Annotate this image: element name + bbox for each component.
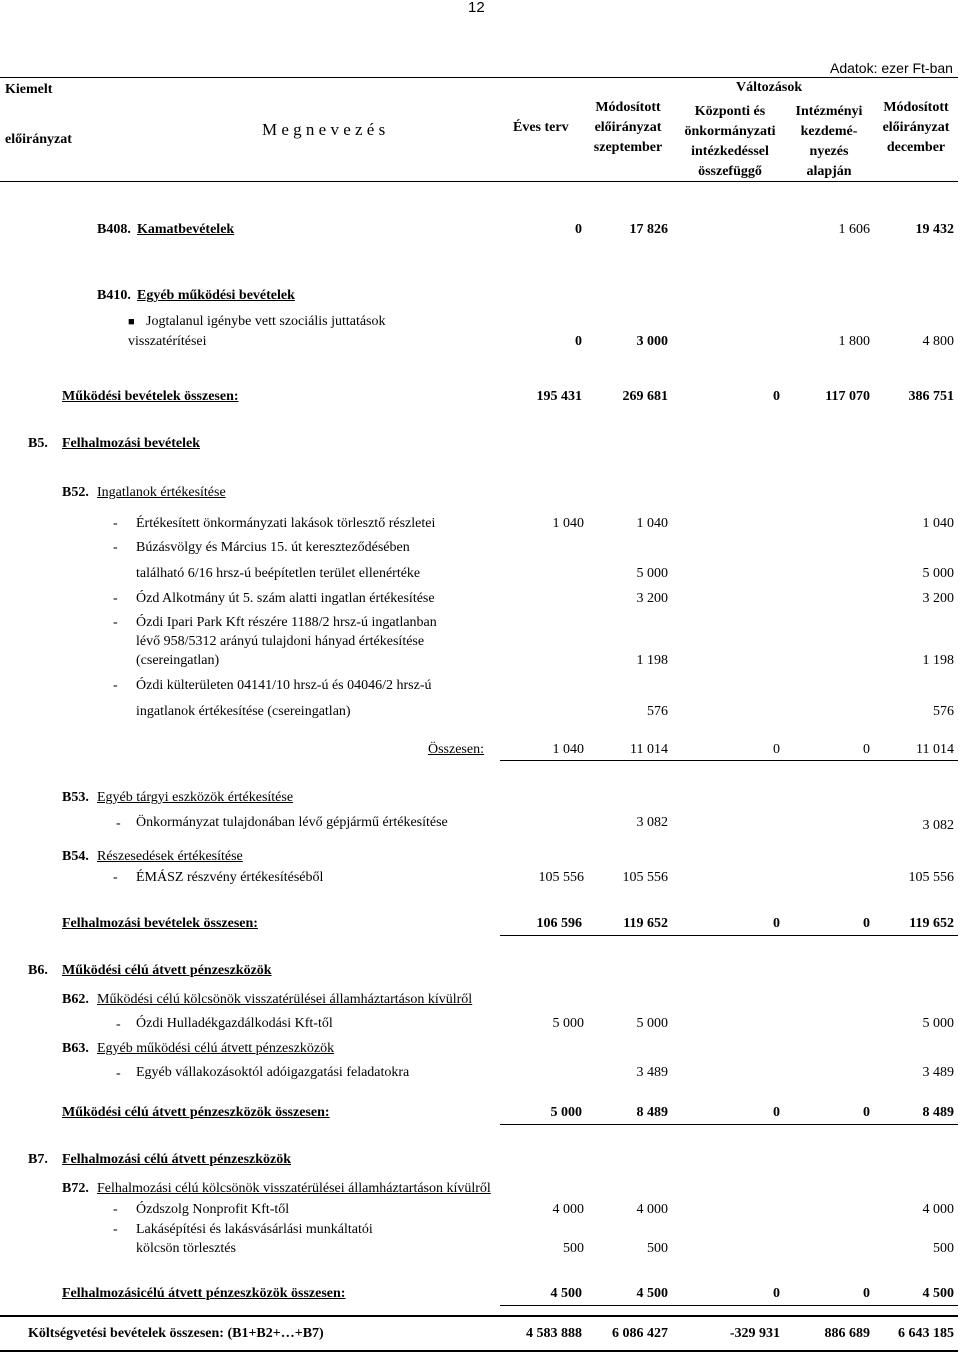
b410-eves: 0 <box>575 334 582 349</box>
b52-item3-dec: 3 200 <box>922 591 954 606</box>
b408-label: Kamatbevételek <box>137 222 235 237</box>
b410-szept: 3 000 <box>636 334 668 349</box>
unit-note: Adatok: ezer Ft-ban <box>830 60 953 76</box>
header-valtozasok: Változások <box>736 80 803 95</box>
b5-label: Felhalmozási bevételek <box>62 436 201 451</box>
b52-item4-dash: - <box>113 615 118 630</box>
b410-dec: 4 800 <box>922 334 954 349</box>
b52-item5-dash: - <box>113 678 118 693</box>
mukodesi-total-szept: 269 681 <box>622 389 668 404</box>
b63-szept: 3 489 <box>636 1065 668 1080</box>
b52-item1-text: Értékesített önkormányzati lakások törlesztő részletei <box>136 516 436 531</box>
felhalmozasi-total-dec: 119 652 <box>909 916 954 931</box>
header-megnevezes: M e g n e v e z é s <box>262 120 386 139</box>
grand-total-bottom-rule <box>0 1350 958 1352</box>
b7-code: B7. <box>28 1152 48 1167</box>
b52-item1-eves: 1 040 <box>552 516 584 531</box>
b410-label: Egyéb működési bevételek <box>137 288 295 303</box>
b6-total-label: Működési célú átvett pénzeszközök összesen: <box>62 1105 330 1120</box>
felhalmozasi-total-intezmenyi: 0 <box>863 916 870 931</box>
grand-total-szept: 6 086 427 <box>612 1326 668 1341</box>
felhalmozasi-total-kozponti: 0 <box>773 916 780 931</box>
b62-eves: 5 000 <box>552 1016 584 1031</box>
b52-item5-szept: 576 <box>647 704 668 719</box>
b63-code: B63. <box>62 1041 89 1056</box>
header-eves-terv: Éves terv <box>513 120 569 135</box>
b72-code: B72. <box>62 1181 89 1196</box>
mukodesi-total-intezmenyi: 117 070 <box>825 389 870 404</box>
b52-total-eves: 1 040 <box>552 742 584 757</box>
b408-eves: 0 <box>575 222 582 237</box>
b6-total-intezmenyi: 0 <box>863 1105 870 1120</box>
b52-item3-dash: - <box>113 591 118 606</box>
felhalmozasi-total-rule <box>500 935 958 936</box>
header-intezmenyi: Intézményi kezdemé- nyezés alapján <box>795 104 863 179</box>
bullet-icon: ■ <box>128 316 135 328</box>
b52-total-kozponti: 0 <box>773 742 780 757</box>
b52-item4-line2: lévő 958/5312 arányú tulajdoni hányad értékesítése <box>136 634 425 649</box>
b72-item2-line1: Lakásépítési és lakásvásárlási munkáltatói <box>136 1222 373 1237</box>
b62-label: Működési célú kölcsönök visszatérülései államháztartáson kívülről <box>97 992 473 1007</box>
mukodesi-total-eves: 195 431 <box>536 389 582 404</box>
b52-total-intezmenyi: 0 <box>863 742 870 757</box>
b52-total-dec: 11 014 <box>916 742 954 757</box>
b6-total-szept: 8 489 <box>636 1105 668 1120</box>
b52-item4-szept: 1 198 <box>636 653 668 668</box>
b72-item1-eves: 4 000 <box>552 1202 584 1217</box>
header-mod-szept: Módosított előirányzat szeptember <box>593 100 663 155</box>
b54-szept: 105 556 <box>622 870 668 885</box>
b410-code: B410. <box>97 288 131 303</box>
b7-total-szept: 4 500 <box>636 1286 668 1301</box>
mukodesi-total-dec: 386 751 <box>908 389 954 404</box>
b54-dash: - <box>113 870 118 885</box>
b52-item5-line1: Ózdi külterületen 04141/10 hrsz-ú és 04046/2 hrsz-ú <box>136 678 432 693</box>
felhalmozasi-total-szept: 119 652 <box>623 916 668 931</box>
b72-label: Felhalmozási célú kölcsönök visszatérülései államháztartáson kívülről <box>97 1181 491 1196</box>
header-eloiranyzat: előirányzat <box>5 132 72 147</box>
b410-intezmenyi: 1 800 <box>838 334 870 349</box>
grand-total-kozponti: -329 931 <box>729 1326 780 1341</box>
b62-dec: 5 000 <box>922 1016 954 1031</box>
b72-item1-szept: 4 000 <box>636 1202 668 1217</box>
b410-item-line1: Jogtalanul igénybe vett szociális juttatások <box>146 314 386 329</box>
b54-dec: 105 556 <box>908 870 954 885</box>
grand-total-intezmenyi: 886 689 <box>824 1326 870 1341</box>
b52-item2-line2: található 6/16 hrsz-ú beépítetlen terület ellenértéke <box>136 566 421 581</box>
b52-item5-line2: ingatlanok értékesítése (csereingatlan) <box>136 704 351 719</box>
b63-label: Egyéb működési célú átvett pénzeszközök <box>97 1041 335 1056</box>
b408-szept: 17 826 <box>629 222 668 237</box>
header-kozponti: Központi és önkormányzati intézkedéssel összefüggő <box>684 104 776 179</box>
b52-item1-szept: 1 040 <box>636 516 668 531</box>
b408-code: B408. <box>97 222 131 237</box>
header-top-rule <box>0 77 958 78</box>
b7-total-intezmenyi: 0 <box>863 1286 870 1301</box>
b410-item-line2: visszatérítései <box>128 334 207 349</box>
b7-total-eves: 4 500 <box>550 1286 582 1301</box>
b52-label: Ingatlanok értékesítése <box>97 485 226 500</box>
b6-total-kozponti: 0 <box>773 1105 780 1120</box>
b72-item2-line2: kölcsön törlesztés <box>136 1241 236 1256</box>
header-kiemelt: Kiemelt <box>5 82 53 97</box>
b52-total-label: Összesen: <box>428 742 484 757</box>
b72-item1-dash: - <box>113 1202 118 1217</box>
b52-item1-dec: 1 040 <box>922 516 954 531</box>
b7-label: Felhalmozási célú átvett pénzeszközök <box>62 1152 292 1167</box>
b52-item4-dec: 1 198 <box>922 653 954 668</box>
b6-total-rule <box>500 1124 958 1125</box>
b53-code: B53. <box>62 790 89 805</box>
b5-code: B5. <box>28 436 48 451</box>
page-number: 12 <box>468 0 485 16</box>
b408-intezmenyi: 1 606 <box>838 222 870 237</box>
b53-item: Önkormányzat tulajdonában lévő gépjármű értékesítése <box>136 815 448 830</box>
b52-code: B52. <box>62 485 89 500</box>
b72-item2-eves: 500 <box>563 1241 584 1256</box>
b54-code: B54. <box>62 849 89 864</box>
b62-item: Ózdi Hulladékgazdálkodási Kft-től <box>136 1016 333 1031</box>
b52-item2-dash: - <box>113 540 118 555</box>
grand-total-label: Költségvetési bevételek összesen: (B1+B2+…+B7) <box>28 1326 324 1341</box>
b6-code: B6. <box>28 963 48 978</box>
b54-label: Részesedések értékesítése <box>97 849 243 864</box>
b54-eves: 105 556 <box>538 870 584 885</box>
mukodesi-total-label: Működési bevételek összesen: <box>62 389 239 404</box>
b63-dec: 3 489 <box>922 1065 954 1080</box>
b6-total-eves: 5 000 <box>550 1105 582 1120</box>
b72-item2-szept: 500 <box>647 1241 668 1256</box>
b52-item2-line1: Búzásvölgy és Március 15. út kereszteződésében <box>136 540 410 555</box>
b53-dec: 3 082 <box>922 818 954 833</box>
b72-item2-dec: 500 <box>933 1241 954 1256</box>
b6-total-dec: 8 489 <box>922 1105 954 1120</box>
b52-item1-dash: - <box>113 516 118 531</box>
grand-total-eves: 4 583 888 <box>526 1326 582 1341</box>
b7-total-label: Felhalmozásicélú átvett pénzeszközök összesen: <box>62 1286 346 1301</box>
b52-item4-line3: (csereingatlan) <box>136 653 220 668</box>
b53-label: Egyéb tárgyi eszközök értékesítése <box>97 790 294 805</box>
b53-dash: - <box>116 816 121 831</box>
b52-item3-text: Ózd Alkotmány út 5. szám alatti ingatlan értékesítése <box>136 591 435 606</box>
b52-item2-dec: 5 000 <box>922 566 954 581</box>
b52-item2-szept: 5 000 <box>636 566 668 581</box>
b52-item5-dec: 576 <box>933 704 954 719</box>
b52-total-szept: 11 014 <box>630 742 668 757</box>
header-mod-dec: Módosított előirányzat december <box>882 100 950 155</box>
b52-item4-line1: Ózdi Ipari Park Kft részére 1188/2 hrsz-ú ingatlanban <box>136 615 437 630</box>
b52-total-rule <box>500 760 958 761</box>
b53-szept: 3 082 <box>636 815 668 830</box>
b6-label: Működési célú átvett pénzeszközök <box>62 963 272 978</box>
b72-item1-text: Ózdszolg Nonprofit Kft-től <box>136 1202 290 1217</box>
b54-item: ÉMÁSZ részvény értékesítéséből <box>136 870 324 885</box>
b72-item1-dec: 4 000 <box>922 1202 954 1217</box>
b62-code: B62. <box>62 992 89 1007</box>
b7-total-rule <box>500 1305 958 1306</box>
felhalmozasi-total-label: Felhalmozási bevételek összesen: <box>62 916 258 931</box>
b62-dash: - <box>116 1017 121 1032</box>
b7-total-kozponti: 0 <box>773 1286 780 1301</box>
b62-szept: 5 000 <box>636 1016 668 1031</box>
b408-dec: 19 432 <box>915 222 954 237</box>
grand-total-dec: 6 643 185 <box>898 1326 954 1341</box>
grand-total-top-rule <box>0 1315 958 1317</box>
b52-item3-szept: 3 200 <box>636 591 668 606</box>
b7-total-dec: 4 500 <box>922 1286 954 1301</box>
b63-dash: - <box>116 1066 121 1081</box>
felhalmozasi-total-eves: 106 596 <box>536 916 582 931</box>
b72-item2-dash: - <box>113 1222 118 1237</box>
mukodesi-total-kozponti: 0 <box>773 389 780 404</box>
b63-item: Egyéb vállakozásoktól adóigazgatási feladatokra <box>136 1065 410 1080</box>
